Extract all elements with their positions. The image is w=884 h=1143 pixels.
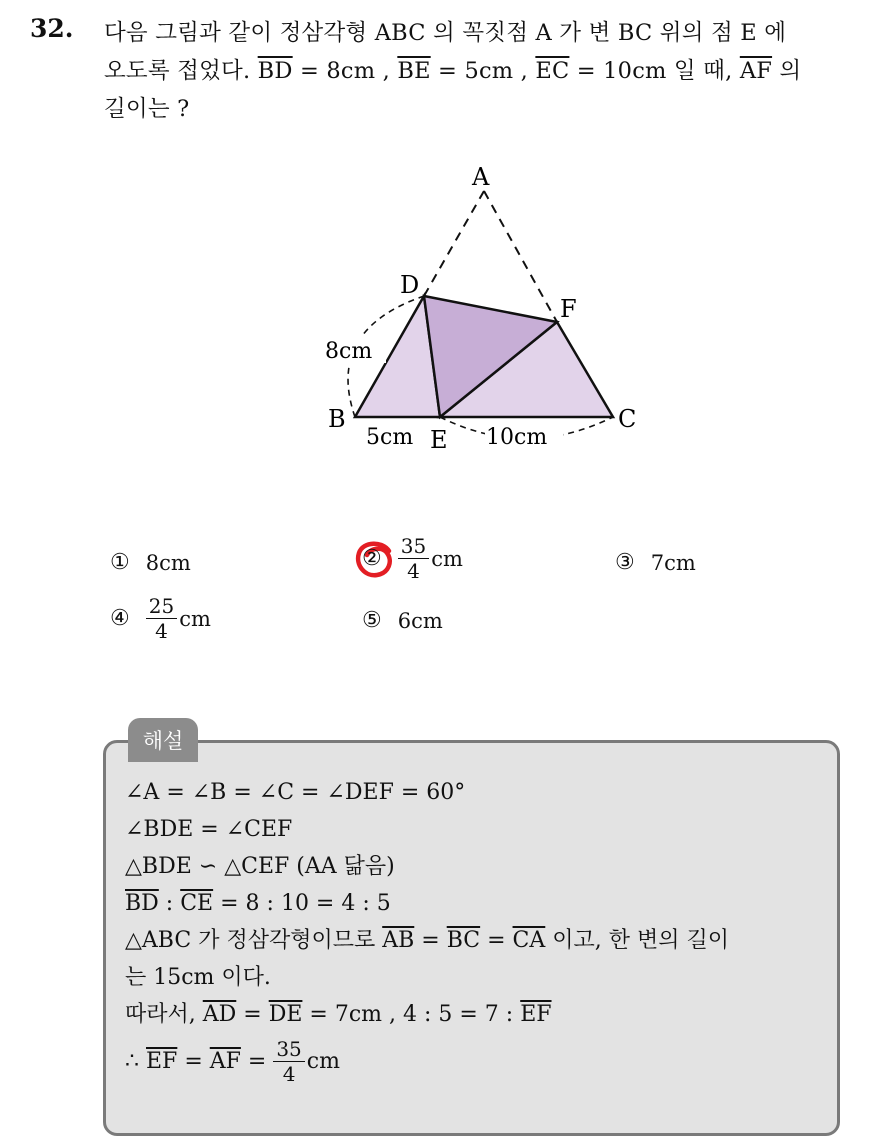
label-c: C (618, 405, 637, 433)
sol-ca: $\overline{CA}$ (512, 928, 546, 953)
q2-a: = 8cm , (292, 58, 398, 84)
sol-de: $\overline{DE}$ (268, 1002, 303, 1027)
seg-af: $\overline{AF}$ (739, 58, 773, 84)
solution-text (125, 774, 835, 1086)
choice-3-text: 7cm (650, 550, 696, 575)
choice-4-num: 25 (146, 594, 177, 619)
choice-2-mark-wrap (362, 546, 382, 571)
choice-1-text: 8cm (145, 550, 191, 575)
sol-line-1: ∠A = ∠B = ∠C = ∠DEF = 60° (125, 780, 466, 805)
sol-frac-den: 4 (282, 1062, 296, 1086)
sol-bc: $\overline{BC}$ (446, 928, 481, 953)
sol-line-4 (125, 885, 835, 922)
triangle-figure (300, 155, 660, 465)
choice-4[interactable] (110, 594, 211, 643)
q2-pre: 오도록 접었다. (104, 58, 258, 84)
sol-line-6: 는 15cm 이다. (125, 965, 271, 990)
length-be: 5cm (366, 425, 414, 450)
sol-l5-pre: △ABC 가 정삼각형이므로 (125, 928, 383, 953)
question-text (104, 14, 864, 128)
sol-fraction (273, 1037, 304, 1086)
choice-4-fraction (146, 594, 177, 643)
question-line-2 (104, 52, 864, 90)
choice-2-den: 4 (407, 559, 420, 583)
sol-l4-colon: : (158, 891, 181, 916)
choice-4-den: 4 (155, 619, 168, 643)
solution-tab: 해설 (128, 718, 198, 762)
sol-line-5 (125, 922, 835, 959)
label-d: D (400, 271, 420, 299)
dashed-ad (424, 191, 484, 296)
choice-5[interactable] (362, 608, 443, 633)
q2-b: = 5cm , (430, 58, 536, 84)
sol-ab: $\overline{AB}$ (382, 928, 415, 953)
sol-l7-rest: = 7cm , 4 : 5 = 7 : (302, 1002, 521, 1027)
sol-line-2: ∠BDE = ∠CEF (125, 817, 293, 842)
sol-bd: $\overline{BD}$ (125, 891, 159, 916)
sol-line-8 (125, 1037, 835, 1086)
sol-ef-2: $\overline{EF}$ (146, 1049, 178, 1074)
choice-4-unit: cm (179, 606, 211, 631)
choice-5-text: 6cm (397, 608, 443, 633)
choice-2-unit: cm (431, 546, 463, 571)
choice-2-num: 35 (398, 534, 429, 559)
choice-3[interactable] (615, 550, 696, 575)
sol-ad: $\overline{AD}$ (202, 1002, 237, 1027)
sol-l5-eq1: = (414, 928, 447, 953)
choice-3-mark: ③ (615, 550, 635, 575)
dashed-af (484, 191, 557, 322)
choice-1[interactable] (110, 550, 191, 575)
sol-ef: $\overline{EF}$ (520, 1002, 552, 1027)
sol-l5-post: 이고, 한 변의 길이 (545, 928, 730, 953)
sol-frac-num: 35 (273, 1037, 304, 1062)
sol-af: $\overline{AF}$ (209, 1049, 241, 1074)
choice-1-mark: ① (110, 550, 130, 575)
sol-l8-unit: cm (306, 1049, 340, 1074)
length-bd: 8cm (325, 339, 373, 364)
label-b: B (328, 405, 346, 433)
choice-5-mark: ⑤ (362, 608, 382, 633)
length-ec: 10cm (486, 425, 548, 450)
q2-d: 의 (772, 58, 802, 84)
sol-line-7 (125, 996, 835, 1033)
sol-ce: $\overline{CE}$ (180, 891, 214, 916)
label-f: F (560, 295, 577, 323)
label-e: E (430, 426, 448, 454)
question-line-3: 길이는 ? (104, 96, 190, 122)
question-line-1: 다음 그림과 같이 정삼각형 ABC 의 꼭짓점 A 가 변 BC 위의 점 E 에 (104, 20, 787, 46)
sol-l4-rest: = 8 : 10 = 4 : 5 (213, 891, 391, 916)
sol-l8-pre: ∴ (125, 1049, 146, 1074)
sol-l5-eq2: = (480, 928, 513, 953)
seg-bd: $\overline{BD}$ (257, 58, 293, 84)
choice-4-mark: ④ (110, 606, 130, 631)
sol-line-3: △BDE ∽ △CEF (AA 닮음) (125, 854, 395, 879)
sol-l8-eq1: = (177, 1049, 210, 1074)
seg-be: $\overline{BE}$ (397, 58, 431, 84)
question-number: 32. (30, 14, 74, 43)
sol-l7-eq: = (236, 1002, 269, 1027)
seg-ec: $\overline{EC}$ (535, 58, 570, 84)
sol-l7-pre: 따라서, (125, 1002, 203, 1027)
choice-2[interactable] (362, 534, 463, 583)
choice-2-fraction (398, 534, 429, 583)
choice-2-mark: ② (362, 546, 382, 571)
q2-c: = 10cm 일 때, (569, 58, 740, 84)
label-a: A (472, 163, 490, 191)
sol-l8-eq2: = (240, 1049, 274, 1074)
